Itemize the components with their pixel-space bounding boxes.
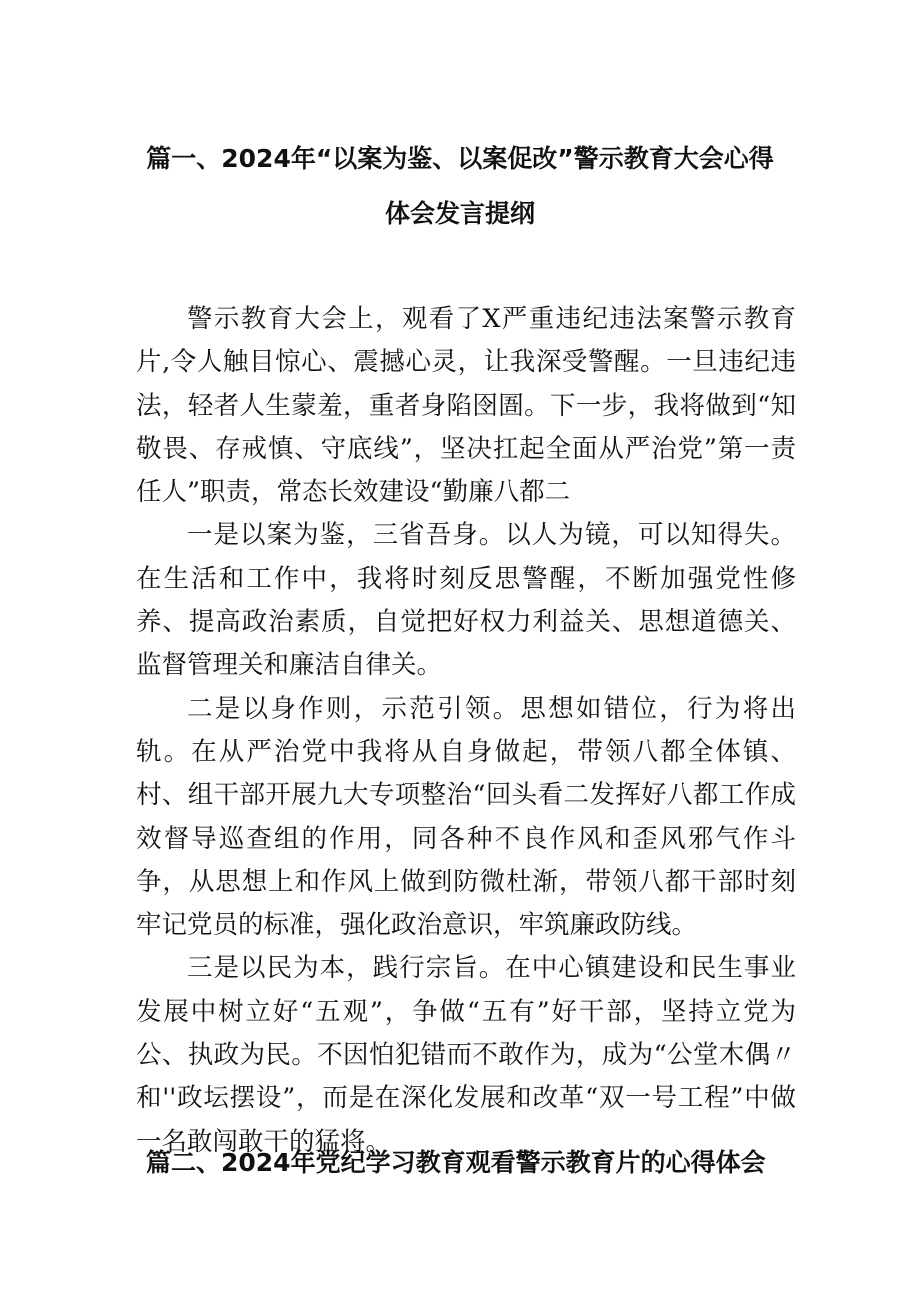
section-2-heading: 篇二、2024年党纪学习教育观看警示教育片的心得体会 (146, 1148, 766, 1177)
document-title-line-2: 体会发言提纲 (384, 199, 535, 228)
document-title-line-1: 篇一、2024年“以案为鉴、以案促改”警示教育大会心得 (146, 144, 774, 173)
paragraph-point-1: 一是以案为鉴，三省吾身。以人为镜，可以知得失。在生活和工作中，我将时刻反思警醒，不断加强党性修养、提高政治素质，自觉把好权力利益关、思想道德关、监督管理关和廉洁自律关。 (136, 520, 796, 681)
paragraph-intro: 警示教育大会上，观看了X严重违纪违法案警示教育片,令人触目惊心、震撼心灵，让我深受警醒。一旦违纪违法，轻者人生蒙羞，重者身陷囹圄。下一步，我将做到“知敬畏、存戒慎、守底线”，坚决扛起全面从严治党”第一责任人”职责，常态长效建设“勤廉八都二 (136, 304, 796, 508)
document-body (136, 298, 796, 1164)
paragraph-point-2: 二是以身作则，示范引领。思想如错位，行为将出轨。在从严治党中我将从自身做起，带领八都全体镇、村、组干部开展九大专项整治“回头看二发挥好八都工作成效督导巡查组的作用，同各种不良作风和歪风邪气作斗争，从思想上和作风上做到防微杜渐，带领八都干部时刻牢记党员的标准，强化政治意识，牢筑廉政防线。 (136, 693, 796, 941)
paragraph-point-3: 三是以民为本，践行宗旨。在中心镇建设和民生事业发展中树立好“五观”，争做“五有”好干部，坚持立党为公、执政为民。不因怕犯错而不敢作为，成为“公堂木偶〃和''政坛摆设”，而是在深化发展和改革“双一号工程”中做一名敢闯敢干的猛将。 (136, 953, 796, 1157)
